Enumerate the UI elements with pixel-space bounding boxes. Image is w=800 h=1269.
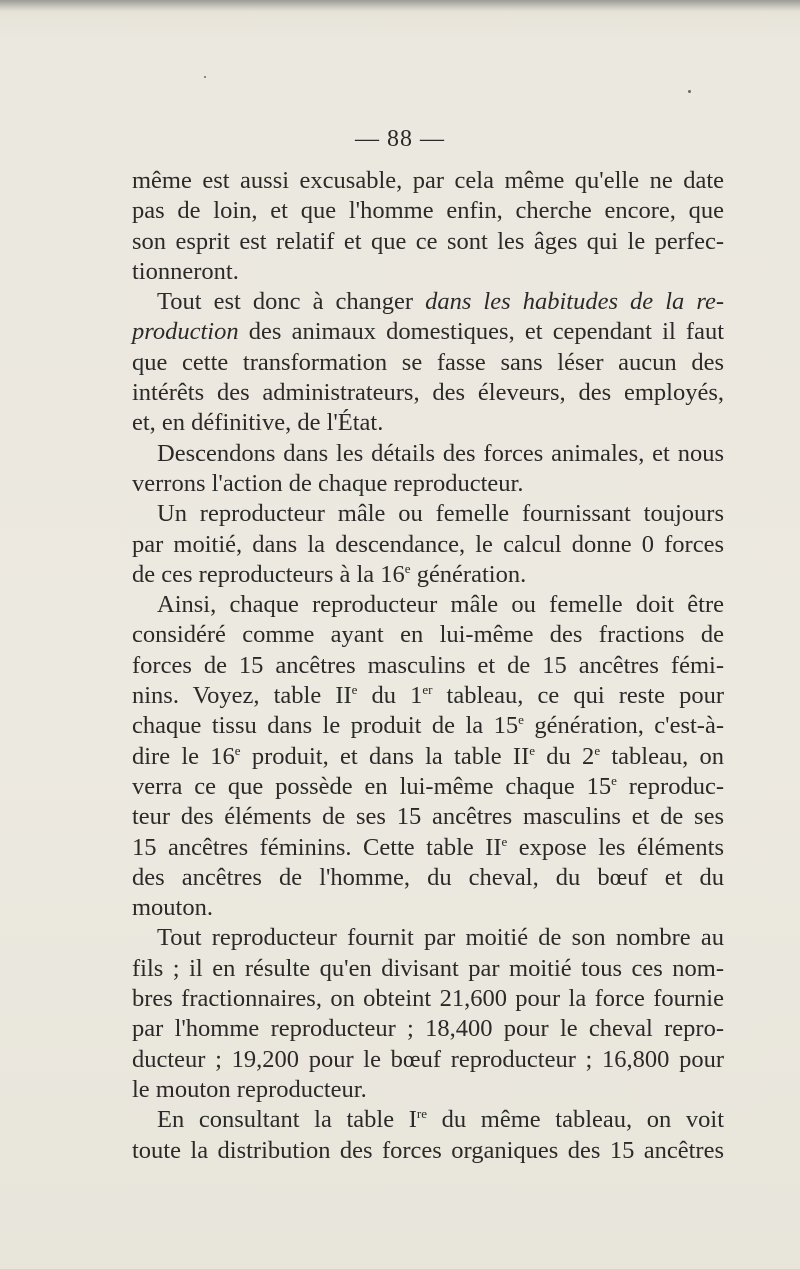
text-line: que cette transformation se fasse sans léser aucun des (132, 348, 724, 376)
text-span: génération. (410, 560, 527, 588)
text-line: par l'homme reproducteur ; 18,400 pour le cheval repro- (132, 1015, 724, 1043)
superscript: e (611, 772, 617, 788)
text-line: bres fractionnaires, on obteint 21,600 pour la force fournie (132, 985, 724, 1013)
text-span: nins. Voyez, table II (132, 682, 352, 710)
text-span: Tout est donc à changer (157, 288, 426, 316)
text-line: mouton. (132, 894, 213, 922)
text-line: forces de 15 ancêtres masculins et de 15 ancêtres fémi- (132, 651, 724, 679)
text-line (132, 772, 724, 802)
text-line: même est aussi excusable, par cela même qu'elle ne date (132, 167, 724, 194)
text-line: son esprit est relatif et que ce sont les âges qui le perfec- (132, 227, 724, 255)
text-span: dire le 16 (132, 742, 235, 770)
text-span: des animaux domestiques, et cependant il faut (238, 318, 724, 346)
superscript: re (416, 1106, 428, 1122)
text-line: par moitié, dans la descendance, le calcul donne 0 forces (132, 530, 724, 558)
text-line: tionneront. (132, 257, 239, 285)
text-line (132, 560, 724, 590)
paragraph (132, 439, 724, 500)
text-span: chaque tissu dans le produit de la 15 (132, 712, 519, 740)
text-line (132, 711, 724, 741)
text-line: Tout reproducteur fournit par moitié de son nombre au (157, 924, 724, 952)
paragraph (132, 923, 724, 1105)
text-line (132, 681, 724, 711)
text-line: verrons l'action de chaque reproducteur. (132, 469, 524, 497)
text-line: Descendons dans les détails des forces animales, et nous (157, 439, 724, 467)
page-top-edge (0, 0, 800, 12)
paragraph (132, 1105, 724, 1166)
superscript: e (234, 742, 241, 758)
text-line (132, 287, 724, 317)
text-line: et, en définitive, de l'État. (132, 409, 384, 437)
paper-speck (688, 90, 691, 93)
text-line: pas de loin, et que l'homme enfin, cherche encore, que (132, 197, 724, 225)
text-line: fils ; il en résulte qu'en divisant par moitié tous ces nom- (132, 954, 724, 982)
text-line: le mouton reproducteur. (132, 1075, 367, 1103)
italic-text: dans les habitudes de la re- (425, 288, 724, 316)
text-span: verra ce que possède en lui-même chaque 15 (132, 772, 612, 800)
text-line: intérêts des administrateurs, des éleveurs, des employés, (132, 379, 724, 407)
text-span: reproduc- (616, 772, 725, 800)
text-span: du 1 (357, 682, 423, 710)
text-line: Un reproducteur mâle ou femelle fournissant toujours (157, 500, 724, 528)
text-span: En consultant la table I (157, 1106, 417, 1134)
text-line (132, 742, 724, 772)
text-line: des ancêtres de l'homme, du cheval, du bœuf et du (132, 863, 724, 891)
text-line: considéré comme ayant en lui-même des fractions de (132, 621, 724, 649)
text-span: de ces reproducteurs à la 16 (132, 560, 405, 588)
text-span: du même tableau, on voit (427, 1106, 725, 1134)
superscript: e (518, 712, 524, 728)
paragraph (132, 166, 724, 287)
text-line (132, 317, 724, 347)
paragraph (132, 287, 724, 438)
text-span: expose les éléments (507, 833, 725, 861)
text-span: tableau, ce qui reste pour (432, 682, 724, 710)
text-span: 15 ancêtres féminins. Cette table II (132, 833, 502, 861)
paragraph (132, 590, 724, 923)
superscript: e (529, 742, 536, 758)
superscript: e (594, 742, 601, 758)
paper-speck (204, 76, 206, 78)
text-line (132, 833, 724, 863)
superscript: e (351, 682, 358, 698)
paragraph (132, 499, 724, 590)
italic-text: production (132, 318, 239, 346)
text-span: tableau, on (600, 742, 724, 770)
text-line: teur des éléments de ses 15 ancêtres masculins et de ses (132, 803, 724, 831)
text-line: Ainsi, chaque reproducteur mâle ou femelle doit être (157, 591, 724, 619)
page-number: — 88 — (355, 126, 445, 152)
text-line: toute la distribution des forces organiques des 15 ancêtres (132, 1136, 724, 1164)
text-span: génération, c'est-à- (523, 712, 724, 740)
text-span: du 2 (535, 742, 595, 770)
text-span: produit, et dans la table II (240, 742, 530, 770)
superscript: e (404, 560, 411, 576)
text-line (132, 1105, 724, 1135)
superscript: er (422, 682, 433, 698)
text-line: ducteur ; 19,200 pour le bœuf reproducteur ; 16,800 pour (132, 1045, 724, 1073)
page-body-text (132, 166, 724, 1166)
superscript: e (501, 833, 508, 849)
